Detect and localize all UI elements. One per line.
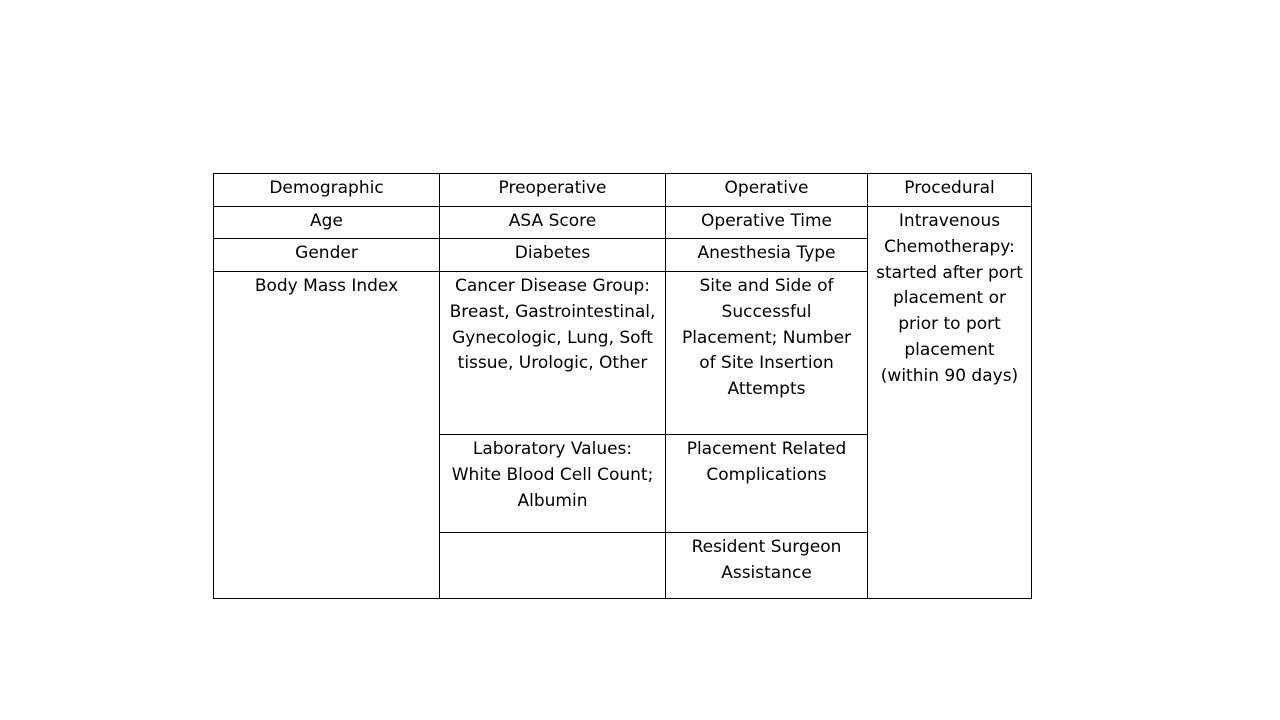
cell-resident-surgeon-assistance: Resident Surgeon Assistance	[666, 533, 868, 599]
header-operative: Operative	[666, 174, 868, 207]
cell-body-mass-index: Body Mass Index	[214, 272, 440, 599]
cell-cancer-disease-group: Cancer Disease Group: Breast, Gastrointestinal, Gynecologic, Lung, Soft tissue, Urologic, Other	[440, 272, 666, 435]
cell-anesthesia-type: Anesthesia Type	[666, 239, 868, 272]
variables-table	[213, 173, 1032, 599]
table-header-row	[214, 174, 1032, 207]
cell-age: Age	[214, 207, 440, 239]
cell-operative-time: Operative Time	[666, 207, 868, 239]
cell-empty	[440, 533, 666, 599]
table-row	[214, 207, 1032, 239]
cell-diabetes: Diabetes	[440, 239, 666, 272]
cell-intravenous-chemotherapy: Intravenous Chemotherapy: started after port placement or prior to port placement (within 90 days)	[868, 207, 1032, 599]
cell-gender: Gender	[214, 239, 440, 272]
cell-site-side-placement: Site and Side of Successful Placement; Number of Site Insertion Attempts	[666, 272, 868, 435]
cell-placement-complications: Placement Related Complications	[666, 435, 868, 533]
cell-laboratory-values: Laboratory Values: White Blood Cell Count; Albumin	[440, 435, 666, 533]
cell-asa-score: ASA Score	[440, 207, 666, 239]
header-preoperative: Preoperative	[440, 174, 666, 207]
header-procedural: Procedural	[868, 174, 1032, 207]
header-demographic: Demographic	[214, 174, 440, 207]
